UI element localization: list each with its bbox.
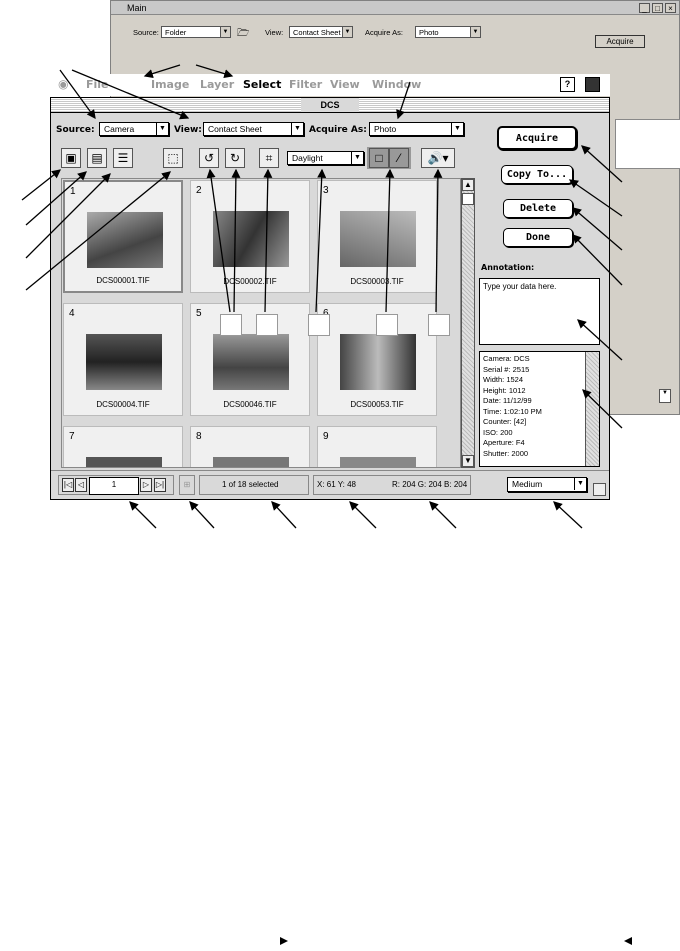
- thumbnail-image: [86, 457, 162, 468]
- info-line: Serial #: 2515: [483, 364, 530, 374]
- bg-source-label: Source:: [133, 28, 159, 37]
- page-number-field[interactable]: 1: [89, 477, 139, 495]
- info-line: Height: 1012: [483, 385, 526, 395]
- info-line: Shutter: 2000: [483, 448, 529, 458]
- chevron-down-icon: ▼: [156, 123, 168, 135]
- scroll-down-icon[interactable]: ▼: [462, 455, 474, 467]
- thumbnail-filename: DCS00053.TIF: [350, 400, 404, 409]
- bg-panel: [615, 119, 680, 169]
- thumbnail-size-select[interactable]: Medium ▼: [507, 477, 587, 492]
- bg-dropdown-arrow[interactable]: ▼: [659, 389, 671, 403]
- rotate-right-icon[interactable]: ↻: [225, 148, 245, 168]
- bg-view-select[interactable]: Contact Sheet ▼: [289, 26, 353, 38]
- callout-box: [308, 314, 330, 336]
- thumbnail-cell[interactable]: [63, 180, 183, 293]
- done-button[interactable]: Done: [503, 228, 573, 247]
- rgb-text: R: 204 G: 204 B: 204: [392, 480, 468, 489]
- background-window-title: Main: [127, 3, 147, 13]
- select-all-icon[interactable]: ⬚: [163, 148, 183, 168]
- info-line: Aperture: F4: [483, 438, 525, 447]
- bg-acquire-as-label: Acquire As:: [365, 28, 403, 37]
- thumbnail-number: 9: [323, 431, 329, 442]
- bg-view-label: View:: [265, 28, 284, 37]
- thumbnail-image: [87, 212, 163, 268]
- callout-box: [428, 314, 450, 336]
- info-scrollbar[interactable]: [585, 352, 599, 466]
- scroll-up-icon[interactable]: ▲: [462, 179, 474, 191]
- previous-page-icon[interactable]: ◁: [75, 478, 87, 492]
- thumbnail-image: [340, 211, 416, 267]
- properties-icon[interactable]: ▤: [87, 148, 107, 168]
- dialog-title: DCS: [301, 98, 359, 112]
- thumbnail-image: [86, 334, 162, 390]
- folder-icon[interactable]: 🗁: [237, 28, 250, 39]
- grid-scrollbar[interactable]: [461, 178, 475, 468]
- thumbnail-image: [340, 457, 416, 468]
- view-label: View:: [174, 125, 202, 135]
- thumbnail-image: [213, 211, 289, 267]
- thumbnail-cell[interactable]: [317, 426, 437, 468]
- cursor-readout: [313, 475, 471, 495]
- crop-icon[interactable]: ⌗: [259, 148, 279, 168]
- menu-image[interactable]: Image: [151, 78, 190, 91]
- thumbnail-cell[interactable]: [190, 426, 310, 468]
- thumbnail-cell[interactable]: [63, 303, 183, 416]
- menu-window[interactable]: Window: [372, 78, 422, 91]
- application-icon[interactable]: [585, 77, 600, 92]
- thumbnail-image: [213, 457, 289, 468]
- thumbnail-filename: DCS00001.TIF: [96, 276, 150, 285]
- thumbnail-image: [213, 334, 289, 390]
- resize-grip-icon[interactable]: [593, 483, 606, 496]
- thumbnail-filename: DCS00003.TIF: [350, 277, 404, 286]
- chevron-down-icon: ▼: [451, 123, 463, 135]
- bg-acquire-button[interactable]: Acquire: [595, 35, 645, 48]
- source-select[interactable]: Camera ▼: [99, 122, 169, 136]
- thumbnail-filename: DCS00002.TIF: [223, 277, 277, 286]
- selection-status: 1 of 18 selected: [199, 475, 309, 495]
- callout-box: [376, 314, 398, 336]
- menu-view[interactable]: View: [330, 78, 360, 91]
- last-page-icon[interactable]: ▷|: [154, 478, 166, 492]
- callout-box: [256, 314, 278, 336]
- dialog-titlebar: [51, 98, 609, 113]
- page-navigator: [58, 475, 174, 495]
- close-button[interactable]: ×: [665, 3, 676, 13]
- color-tools: [367, 147, 411, 169]
- coordinates-text: X: 61 Y: 48: [317, 480, 356, 489]
- info-line: Camera: DCS: [483, 354, 530, 363]
- eyedropper-icon[interactable]: ⁄: [389, 148, 409, 168]
- camera-info-panel: [479, 351, 600, 467]
- menubar: [50, 74, 610, 96]
- thumbnail-image: [340, 334, 416, 390]
- annotation-field[interactable]: Type your data here.: [479, 278, 600, 345]
- info-line: ISO: 200: [483, 427, 513, 437]
- status-bar: [51, 470, 609, 500]
- chevron-down-icon: ▼: [342, 27, 352, 37]
- white-balance-select[interactable]: Daylight ▼: [287, 151, 364, 165]
- thumbnail-cell[interactable]: [190, 303, 310, 416]
- acquire-button[interactable]: Acquire: [497, 126, 577, 150]
- thumbnail-filename: DCS00004.TIF: [96, 400, 150, 409]
- menu-filter[interactable]: Filter: [289, 78, 323, 91]
- chevron-down-icon: ▼: [351, 152, 363, 164]
- thumbnail-number: 5: [196, 308, 202, 319]
- thumbnail-number: 3: [323, 185, 329, 196]
- acquire-as-label: Acquire As:: [309, 125, 367, 135]
- thumbnail-filename: DCS00046.TIF: [223, 400, 277, 409]
- source-label: Source:: [56, 125, 95, 135]
- background-window-titlebar: [111, 1, 679, 15]
- thumbnail-number: 2: [196, 185, 202, 196]
- thumbnail-number: 8: [196, 431, 202, 442]
- first-page-icon[interactable]: |◁: [62, 478, 74, 492]
- thumbnail-number: 4: [69, 308, 75, 319]
- delete-button[interactable]: Delete: [503, 199, 573, 218]
- dcs-dialog: [50, 97, 610, 500]
- chevron-down-icon: ▼: [574, 478, 586, 490]
- info-line: Time: 1:02:10 PM: [483, 406, 542, 416]
- rotate-left-icon[interactable]: ↺: [199, 148, 219, 168]
- camera-icon[interactable]: ▣: [61, 148, 81, 168]
- thumbnail-cell[interactable]: [317, 180, 437, 293]
- info-line: Width: 1524: [483, 375, 524, 384]
- menu-select[interactable]: Select: [243, 78, 282, 91]
- copy-to-button[interactable]: Copy To...: [501, 165, 573, 184]
- view-select[interactable]: Contact Sheet ▼: [203, 122, 304, 136]
- thumbnail-number: 1: [70, 186, 76, 197]
- apple-icon[interactable]: ◉: [58, 77, 69, 91]
- bg-acquire-as-select[interactable]: Photo ▼: [415, 26, 481, 38]
- maximize-button[interactable]: □: [652, 3, 663, 13]
- chevron-down-icon: ▼: [470, 27, 480, 37]
- minimize-button[interactable]: _: [639, 3, 650, 13]
- chevron-down-icon: ▼: [220, 27, 230, 37]
- chevron-down-icon: ▼: [291, 123, 303, 135]
- marquee-icon[interactable]: □: [369, 148, 389, 168]
- info-line: Date: 11/12/99: [483, 396, 532, 405]
- acquire-as-select[interactable]: Photo ▼: [369, 122, 464, 136]
- menu-layer[interactable]: Layer: [200, 78, 235, 91]
- thumbnail-cell[interactable]: [190, 180, 310, 293]
- help-icon[interactable]: ?: [560, 77, 575, 92]
- thumbnail-grid-icon[interactable]: ⊞: [179, 475, 195, 495]
- scroll-thumb[interactable]: [462, 193, 474, 205]
- menu-file[interactable]: File: [86, 78, 109, 91]
- list-view-icon[interactable]: ☰: [113, 148, 133, 168]
- info-line: Counter: [42]: [483, 417, 527, 426]
- thumbnail-cell[interactable]: [63, 426, 183, 468]
- sound-icon[interactable]: 🔊▾: [421, 148, 455, 168]
- callout-box: [220, 314, 242, 336]
- next-page-icon[interactable]: ▷: [140, 478, 152, 492]
- thumbnail-number: 7: [69, 431, 75, 442]
- bg-source-select[interactable]: Folder ▼: [161, 26, 231, 38]
- annotation-label: Annotation:: [481, 263, 535, 272]
